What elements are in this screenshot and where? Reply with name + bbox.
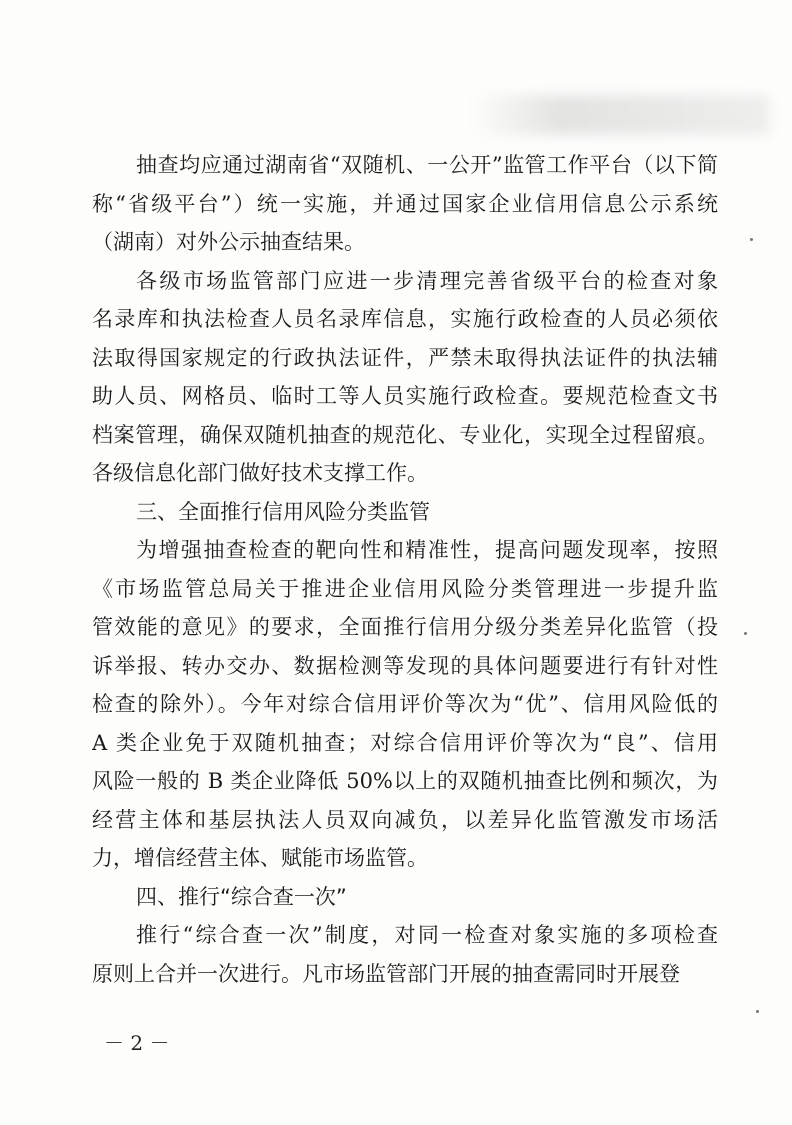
body-paragraph — [92, 146, 718, 262]
text-line: 各级信息化部门做好技术支撑工作。 — [92, 461, 428, 485]
text-line: 管效能的意见》的要求，全面推行信用分级分类差异化监管（投 — [92, 615, 718, 639]
document-body — [92, 146, 718, 993]
scan-speck — [756, 1010, 759, 1013]
section-heading: 三、全面推行信用风险分类监管 — [136, 499, 430, 524]
text-line: 检查的除外）。今年对综合信用评价等次为“优”、信用风险低的 — [92, 692, 718, 716]
body-paragraph — [92, 531, 718, 878]
scan-speck — [744, 632, 747, 635]
text-line: 抽查均应通过湖南省“双随机、一公开”监管工作平台（以下简 — [136, 153, 718, 177]
body-paragraph — [92, 916, 718, 993]
text-line: 助人员、网格员、临时工等人员实施行政检查。要规范检查文书 — [92, 384, 718, 408]
text-line: 力，增信经营主体、赋能市场监管。 — [92, 846, 428, 870]
text-line: 档案管理，确保双随机抽查的规范化、专业化，实现全过程留痕。 — [92, 422, 718, 447]
text-line: 法取得国家规定的行政执法证件，严禁未取得执法证件的执法辅 — [92, 345, 718, 370]
text-line: 为增强抽查检查的靶向性和精准性，提高问题发现率，按照 — [136, 538, 718, 562]
text-line: 推行“综合查一次”制度，对同一检查对象实施的多项检查 — [136, 923, 718, 947]
text-line: 原则上合并一次进行。凡市场监管部门开展的抽查需同时开展登 — [92, 961, 680, 986]
text-line: 各级市场监管部门应进一步清理完善省级平台的检查对象 — [136, 268, 718, 293]
text-line: 《市场监管总局关于推进企业信用风险分类管理进一步提升监 — [92, 576, 718, 601]
text-line: （湖南）对外公示抽查结果。 — [92, 230, 365, 254]
text-line: 经营主体和基层执法人员双向减负，以差异化监管激发市场活 — [92, 807, 718, 832]
section-heading: 四、推行“综合查一次” — [136, 884, 347, 909]
text-line: 名录库和执法检查人员名录库信息，实施行政检查的人员必须依 — [92, 307, 718, 331]
page-number: － 2 － — [104, 1031, 170, 1055]
text-line: 风险一般的 B 类企业降低 50%以上的双随机抽查比例和频次，为 — [92, 769, 718, 793]
scan-speck — [750, 238, 753, 241]
text-line: A 类企业免于双随机抽查；对综合信用评价等次为“良”、信用 — [92, 730, 718, 755]
text-line: 称“省级平台”）统一实施，并通过国家企业信用信息公示系统 — [92, 191, 718, 216]
bleed-through-shadow — [470, 95, 770, 135]
text-line: 诉举报、转办交办、数据检测等发现的具体问题要进行有针对性 — [92, 653, 718, 678]
body-paragraph — [92, 262, 718, 493]
